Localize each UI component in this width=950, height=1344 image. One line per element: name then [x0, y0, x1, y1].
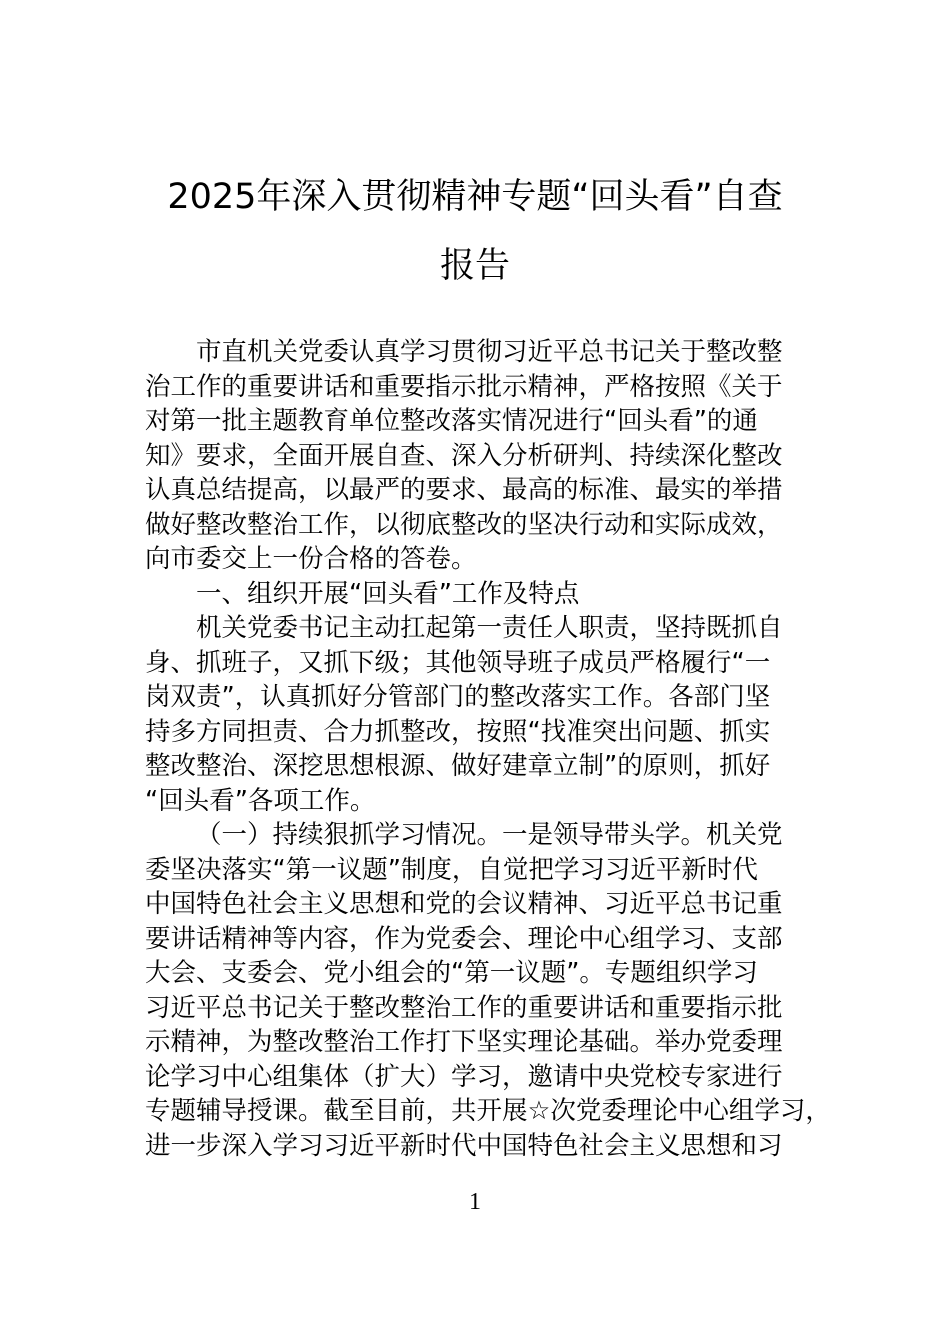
intro-paragraph-line: 对第一批主题教育单位整改落实情况进行“回头看”的通	[145, 406, 758, 436]
subsection-paragraph-line: 委坚决落实“第一议题”制度，自觉把学习习近平新时代	[145, 854, 758, 885]
intro-paragraph-line: 做好整改整治工作，以彻底整改的坚决行动和实际成效，	[145, 509, 783, 540]
section-paragraph-line: 机关党委书记主动扛起第一责任人职责，坚持既抓自	[196, 613, 783, 643]
document-title-line-2: 报告	[439, 246, 510, 286]
subsection-paragraph-line: 进一步深入学习习近平新时代中国特色社会主义思想和习	[145, 1130, 783, 1161]
subsection-paragraph-line: 习近平总书记关于整改整治工作的重要讲话和重要指示批	[145, 992, 783, 1023]
subsection-paragraph-line: 中国特色社会主义思想和党的会议精神、习近平总书记重	[145, 889, 783, 919]
subsection-paragraph-line: 要讲话精神等内容，作为党委会、理论中心组学习、支部	[145, 923, 783, 954]
subsection-paragraph-line: 示精神，为整改整治工作打下坚实理论基础。举办党委理	[145, 1027, 783, 1057]
intro-paragraph-line: 市直机关党委认真学习贯彻习近平总书记关于整改整	[196, 337, 783, 367]
subsection-paragraph-line: （一）持续狠抓学习情况。一是领导带头学。机关党	[196, 820, 783, 850]
section-paragraph-line: 岗双责”，认真抓好分管部门的整改落实工作。各部门坚	[145, 682, 771, 712]
page-number: 1	[469, 1189, 481, 1215]
intro-paragraph-line: 向市委交上一份合格的答卷。	[145, 544, 477, 574]
document-body	[145, 335, 831, 1163]
section-paragraph-line: 整改整治、深挖思想根源、做好建章立制”的原则，抓好	[145, 751, 771, 781]
intro-paragraph-line: 知》要求，全面开展自查、深入分析研判、持续深化整改	[145, 440, 783, 471]
section-paragraph-line: 持多方同担责、合力抓整改，按照“找准突出问题、抓实	[145, 716, 771, 747]
section-heading: 一、组织开展“回头看”工作及特点	[196, 578, 580, 609]
subsection-paragraph-line: 专题辅导授课。截至目前，共开展☆次党委理论中心组学习，	[145, 1096, 831, 1126]
subsection-paragraph-line: 论学习中心组集体（扩大）学习，邀请中央党校专家进行	[145, 1061, 783, 1092]
section-paragraph-line: “回头看”各项工作。	[145, 785, 376, 816]
section-paragraph-line: 身、抓班子，又抓下级；其他领导班子成员严格履行“一	[145, 647, 771, 678]
subsection-paragraph-line: 大会、支委会、党小组会的“第一议题”。专题组织学习	[145, 958, 758, 988]
intro-paragraph-line: 认真总结提高，以最严的要求、最高的标准、最实的举措	[145, 475, 783, 505]
intro-paragraph-line: 治工作的重要讲话和重要指示批示精神，严格按照《关于	[145, 371, 783, 402]
document-title-line-1: 2025年深入贯彻精神专题“回头看”自查	[167, 177, 783, 217]
